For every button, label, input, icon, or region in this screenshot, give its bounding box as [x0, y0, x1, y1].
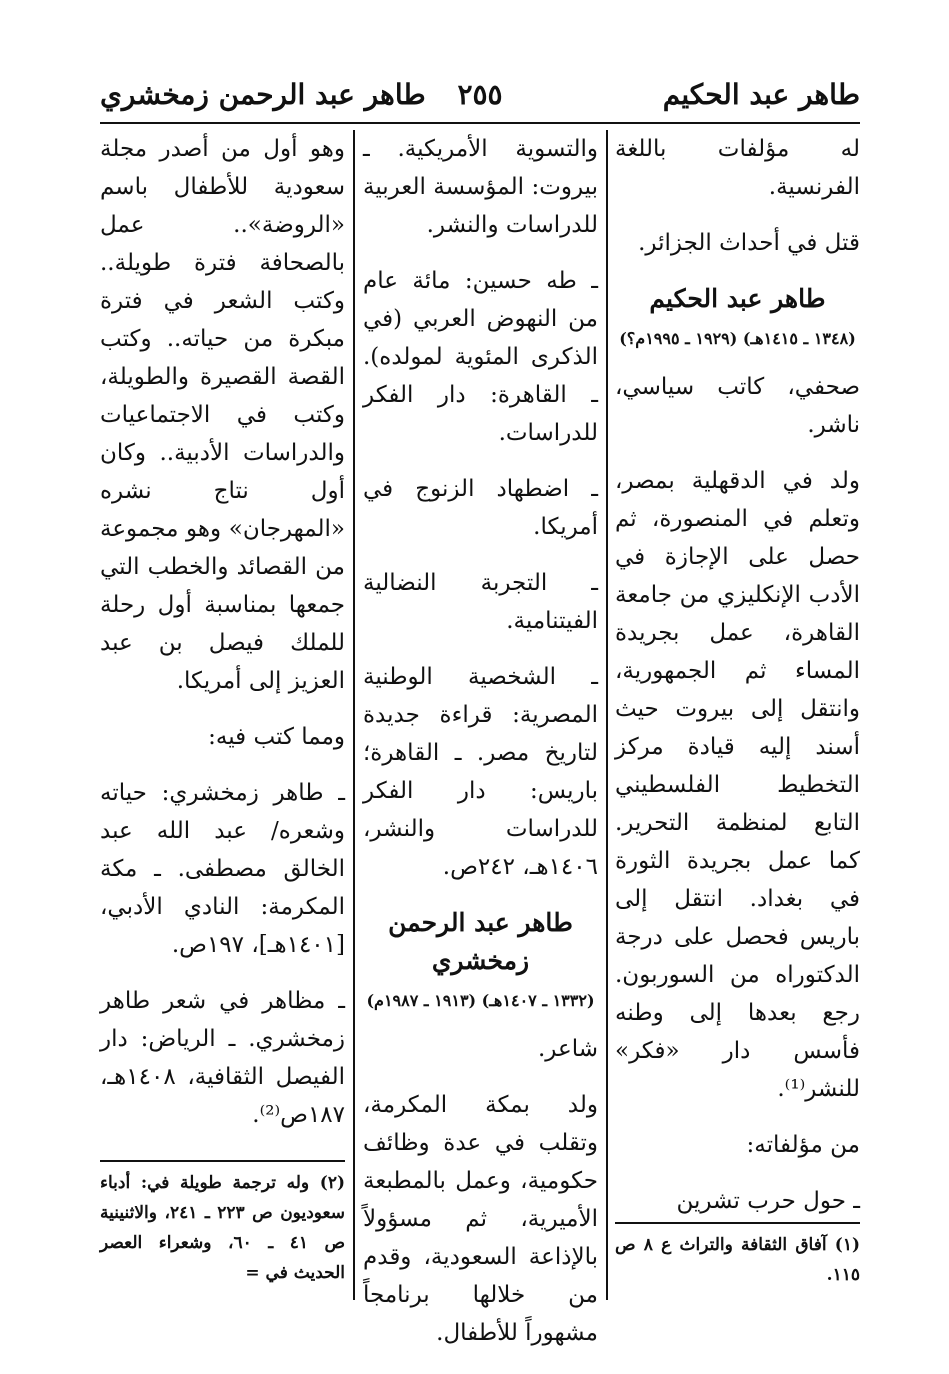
paragraph: قتل في أحداث الجزائر. — [638, 230, 860, 256]
header-rule — [100, 122, 860, 124]
entry-dates: (١٣٣٢ ـ ١٤٠٧هـ) (١٩١٣ ـ ١٩٨٧م) — [366, 991, 595, 1010]
paragraph: ـ اضطهاد الزنوج في أمريكا. — [363, 476, 598, 540]
paragraph: ـ التجربة النضالية الفيتنامية. — [363, 570, 598, 634]
entry-dates: (١٣٤٨ ـ ١٤١٥هـ) (١٩٢٩ ـ ١٩٩٥م؟) — [619, 329, 856, 348]
paragraph: ـ حول حرب تشرين — [676, 1188, 860, 1214]
middle-column — [363, 130, 598, 1370]
paragraph: وهو أول من أصدر مجلة سعودية للأطفال باسم «الروضة».. عمل بالصحافة فترة طويلة.. وكتب الشعر في فترة مبكرة من حياته.. وكتب القصة القصيرة والطويلة، وكتب في الاجتماعيات والدراسات الأدبية.. وكان أول نتاج نشره «المهرجان» وهو مجموعة من القصائد والخطب التي جمعها بمناسبة أول رحلة للملك فيصل بن عبد العزيز إلى أمريكا. — [100, 136, 345, 694]
paragraph: صحفي، كاتب سياسي، ناشر. — [615, 374, 860, 438]
paragraph: ولد في الدقهلية بمصر، وتعلم في المنصورة، ثم حصل على الإجازة في الأدب الإنكليزي من جامعة القاهرة، عمل بجريدة المساء ثم الجمهورية، وانتقل إلى بيروت حيث أسند إليه قيادة مركز التخطيط الفلسطيني التابع لمنظمة التحرير. كما عمل بجريدة الثورة في بغداد. انتقل إلى باريس فحصل على درجة الدكتوراه من السوربون. رجع بعدها إلى وطنه فأسس دار «فكر» للنشر⁽¹⁾. — [615, 468, 860, 1102]
header-left-title: طاهر عبد الرحمن زمخشري — [100, 78, 426, 111]
column-divider-1 — [606, 130, 608, 1300]
footnote-rule — [615, 1222, 860, 1224]
entry-title: طاهر عبد الرحمن زمخشري — [388, 908, 573, 975]
footnote: (١) آفاق الثقافة والتراث ع ٨ ص ١١٥. — [615, 1235, 860, 1285]
footnote: (٢) وله ترجمة طويلة في: أدباء سعوديون ص ٢٢٣ ـ ٢٤١، والاثنينية ص ٤١ ـ ٦٠، وشعراء العصر الحديث في = — [100, 1173, 345, 1283]
paragraph: ـ طه حسين: مائة عام من النهوض العربي (في الذكرى المئوية لمولده). ـ القاهرة: دار الفكر للدراسات. — [363, 268, 598, 446]
paragraph: شاعر. — [537, 1036, 598, 1062]
entry-title: طاهر عبد الحكيم — [649, 284, 826, 313]
paragraph: ـ مظاهر في شعر طاهر زمخشري. ـ الرياض: دار الفيصل الثقافية، ١٤٠٨هـ، ١٨٧ص⁽²⁾. — [100, 988, 345, 1128]
paragraph: والتسوية الأمريكية. ـ بيروت: المؤسسة العربية للدراسات والنشر. — [363, 136, 598, 238]
left-column — [100, 130, 345, 1152]
paragraph: ومما كتب فيه: — [208, 724, 345, 750]
footnote-rule — [100, 1160, 345, 1162]
header-right-title: طاهر عبد الحكيم — [662, 78, 860, 111]
running-header — [100, 70, 860, 118]
column-divider-2 — [353, 130, 355, 1300]
paragraph: ـ الشخصية الوطنية المصرية: قراءة جديدة لتاريخ مصر. ـ القاهرة؛ باريس: دار الفكر للدراسات والنشر، ١٤٠٦هـ، ٢٤٢ص. — [363, 664, 598, 880]
page-number: ٢٥٥ — [457, 78, 503, 111]
paragraph: ولد بمكة المكرمة، وتقلب في عدة وظائف حكومية، وعمل بالمطبعة الأميرية، ثم مسؤولاً بالإذاعة السعودية، وقدم من خلالها برنامجاً مشهوراً للأطفال. — [363, 1092, 598, 1346]
right-column — [615, 130, 860, 1238]
paragraph: له مؤلفات باللغة الفرنسية. — [615, 136, 860, 200]
paragraph: ـ طاهر زمخشري: حياته وشعره/ عبد الله عبد الخالق مصطفى. ـ مكة المكرمة: النادي الأدبي، [١٤٠١هـ]، ١٩٧ص. — [100, 780, 345, 958]
paragraph: من مؤلفاته: — [746, 1132, 860, 1158]
